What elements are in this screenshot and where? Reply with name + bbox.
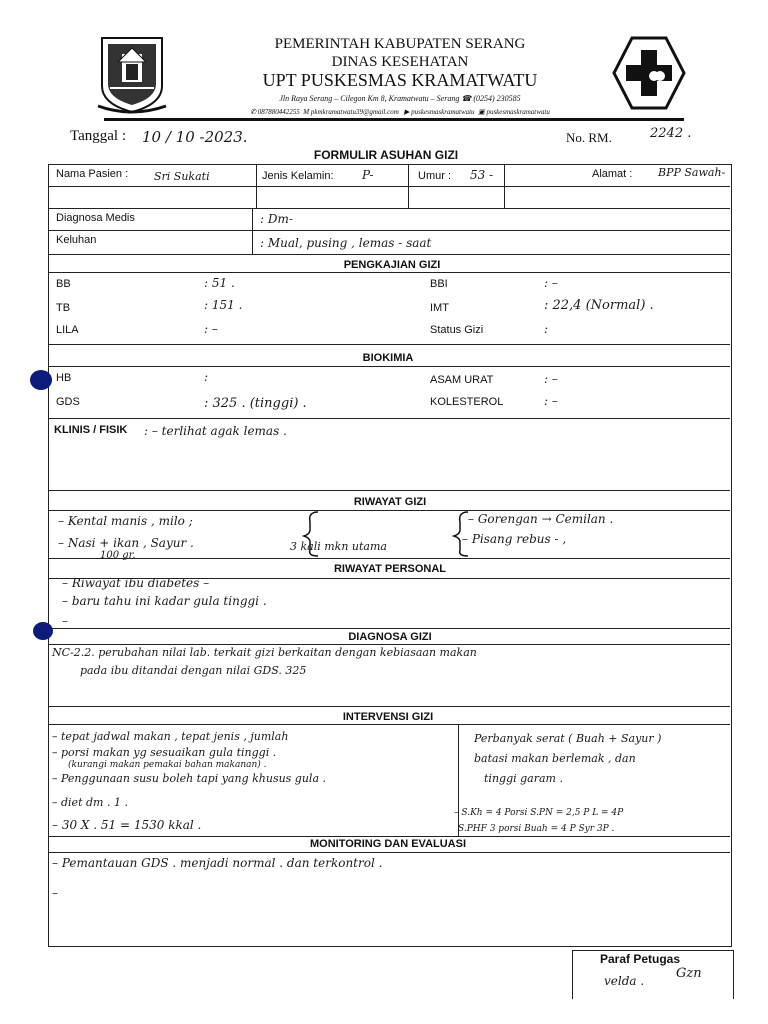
form-title: FORMULIR ASUHAN GIZI	[313, 148, 459, 162]
phone-icon: ☎	[461, 94, 472, 103]
riwayat-gizi-left-2: – Nasi + ikan , Sayur .	[58, 536, 194, 550]
lila-label: LILA	[56, 324, 79, 336]
bb-value: : 51 .	[204, 276, 235, 290]
diagnosa-medis-value: : Dm-	[260, 212, 293, 226]
hb-value: :	[204, 370, 209, 384]
asam-urat-value: : –	[544, 372, 558, 386]
header-divider	[104, 118, 684, 121]
riwayat-personal-line-2: – baru tahu ini kadar gula tinggi .	[62, 594, 267, 608]
header-address-text: Jln Raya Serang – Cilegon Km 8, Kramatwatu – Serang	[279, 94, 460, 103]
youtube-icon: ▶	[404, 108, 410, 116]
diagnosa-medis-label: Diagnosa Medis	[56, 212, 135, 224]
monitoring-line-1: – Pemantauan GDS . menjadi normal . dan terkontrol .	[52, 856, 383, 870]
monitoring-line-2: –	[52, 886, 58, 900]
pengkajian-title: PENGKAJIAN GIZI	[343, 259, 441, 271]
grid-line	[48, 418, 730, 419]
header-line-3: UPT PUSKESMAS KRAMATWATU	[262, 70, 538, 90]
instagram-icon: ▣	[478, 108, 485, 116]
asam-urat-label: ASAM URAT	[430, 374, 494, 386]
jk-value: P-	[362, 168, 374, 182]
grid-line	[504, 164, 505, 208]
nama-label: Nama Pasien :	[56, 168, 129, 180]
header-line-2: DINAS KESEHATAN	[331, 54, 469, 70]
keluhan-value: : Mual, pusing , lemas - saat	[260, 236, 432, 250]
header-line-1: PEMERINTAH KABUPATEN SERANG	[274, 36, 526, 52]
lila-value: : –	[204, 322, 218, 336]
tanggal-value: 10 / 10 -2023.	[142, 128, 248, 146]
grid-line	[48, 490, 730, 491]
header-phone: (0254) 230585	[473, 94, 521, 103]
grid-line	[48, 510, 730, 511]
diagnosa-gizi-line-1: NC-2.2. perubahan nilai lab. terkait gizi berkaitan dengan kebiasaan makan	[52, 646, 477, 659]
whatsapp-icon: ✆	[250, 108, 257, 116]
grid-line	[48, 272, 730, 273]
riwayat-personal-title: RIWAYAT PERSONAL	[333, 563, 447, 575]
header-contacts	[180, 108, 620, 116]
grid-line	[48, 628, 730, 629]
paraf-signature: Gzn	[676, 966, 702, 981]
intervensi-title: INTERVENSI GIZI	[342, 711, 434, 723]
gds-label: GDS	[56, 396, 80, 408]
riwayat-gizi-right-1: – Gorengan → Cemilan .	[468, 512, 614, 526]
paraf-label: Paraf Petugas	[600, 952, 681, 966]
diagnosa-gizi-title: DIAGNOSA GIZI	[348, 631, 432, 643]
email-icon: M	[303, 108, 310, 116]
bb-label: BB	[56, 278, 71, 290]
tb-label: TB	[56, 302, 71, 314]
intervensi-left-3: (kurangi makan pemakai bahan makanan) .	[68, 760, 267, 770]
grid-line	[48, 644, 730, 645]
header-youtube: puskesmaskramatwatu	[411, 108, 475, 116]
imt-label: IMT	[430, 302, 449, 314]
kolesterol-value: : –	[544, 394, 558, 408]
grid-line	[48, 366, 730, 367]
status-gizi-value: :	[544, 322, 549, 336]
klinis-value: : – terlihat agak lemas .	[144, 424, 287, 438]
grid-line	[48, 186, 730, 187]
grid-line	[48, 230, 730, 231]
umur-label: Umur :	[418, 170, 451, 182]
imt-value: : 22,4 (Normal) .	[544, 298, 654, 313]
header-address	[200, 94, 600, 103]
header-instagram: puskesmaskramatwatu	[486, 108, 550, 116]
diagnosa-gizi-line-2: pada ibu ditandai dengan nilai GDS. 325	[80, 664, 307, 677]
kolesterol-label: KOLESTEROL	[430, 396, 504, 408]
intervensi-right-5: S.PHF 3 porsi Buah = 4 P Syr 3P .	[458, 824, 615, 834]
alamat-value: BPP Sawah-	[658, 166, 726, 179]
paraf-name: velda .	[604, 974, 645, 988]
intervensi-right-4: – S.Kh = 4 Porsi S.PN = 2,5 P L = 4P	[454, 808, 624, 818]
grid-line	[48, 836, 730, 837]
intervensi-left-2: – porsi makan yg sesuaikan gula tinggi .	[52, 746, 277, 759]
keluhan-label: Keluhan	[56, 234, 97, 246]
grid-line	[48, 724, 730, 725]
grid-line	[48, 344, 730, 345]
grid-line	[48, 254, 730, 255]
riwayat-gizi-left-1: – Kental manis , milo ;	[58, 514, 193, 528]
riwayat-gizi-title: RIWAYAT GIZI	[353, 496, 427, 508]
gds-value: : 325 . (tinggi) .	[204, 396, 307, 411]
riwayat-gizi-left-3: 100 gr.	[100, 550, 136, 561]
grid-line	[48, 852, 730, 853]
marker-dot	[33, 622, 53, 640]
klinis-label: KLINIS / FISIK	[54, 424, 128, 436]
intervensi-left-1: – tepat jadwal makan , tepat jenis , jumlah	[52, 730, 289, 743]
bbi-value: : –	[544, 276, 558, 290]
marker-dot	[30, 370, 52, 390]
biokimia-title: BIOKIMIA	[362, 352, 414, 364]
grid-line	[48, 558, 730, 559]
hb-label: HB	[56, 372, 72, 384]
monitoring-title: MONITORING DAN EVALUASI	[309, 838, 467, 850]
nama-value: Sri Sukati	[154, 170, 210, 183]
riwayat-gizi-middle: 3 kali mkn utama	[290, 540, 387, 553]
intervensi-right-2: batasi makan berlemak , dan	[474, 752, 636, 765]
riwayat-gizi-right-2: – Pisang rebus - ,	[462, 532, 567, 546]
riwayat-personal-line-1: – Riwayat ibu diabetes –	[62, 576, 210, 590]
grid-line	[48, 208, 730, 209]
intervensi-left-5: – diet dm . 1 .	[52, 796, 128, 809]
intervensi-left-6: – 30 X . 51 = 1530 kkal .	[52, 818, 202, 832]
header-email: pkmkramatwatu39@gmail.com	[310, 108, 399, 116]
alamat-label: Alamat :	[592, 168, 633, 180]
intervensi-left-4: – Penggunaan susu boleh tapi yang khusus gula .	[52, 772, 327, 785]
norm-label: No. RM.	[566, 130, 612, 145]
umur-value: 53 -	[470, 168, 494, 182]
tanggal-label: Tanggal :	[70, 128, 127, 144]
jk-label: Jenis Kelamin:	[262, 170, 334, 182]
riwayat-personal-line-3: –	[62, 614, 68, 628]
status-gizi-label: Status Gizi	[430, 324, 484, 336]
intervensi-right-1: Perbanyak serat ( Buah + Sayur )	[474, 732, 662, 745]
intervensi-right-3: tinggi garam .	[484, 772, 563, 785]
norm-value: 2242 .	[650, 126, 692, 141]
tb-value: : 151 .	[204, 298, 243, 312]
grid-line	[408, 164, 409, 208]
puskesmas-logo	[612, 36, 686, 110]
intervensi-divider	[458, 724, 459, 836]
grid-line	[252, 208, 253, 254]
header-wa: 087880442255	[257, 108, 300, 116]
district-logo	[96, 34, 168, 114]
grid-line	[48, 706, 730, 707]
bbi-label: BBI	[430, 278, 448, 290]
grid-line	[256, 164, 257, 208]
